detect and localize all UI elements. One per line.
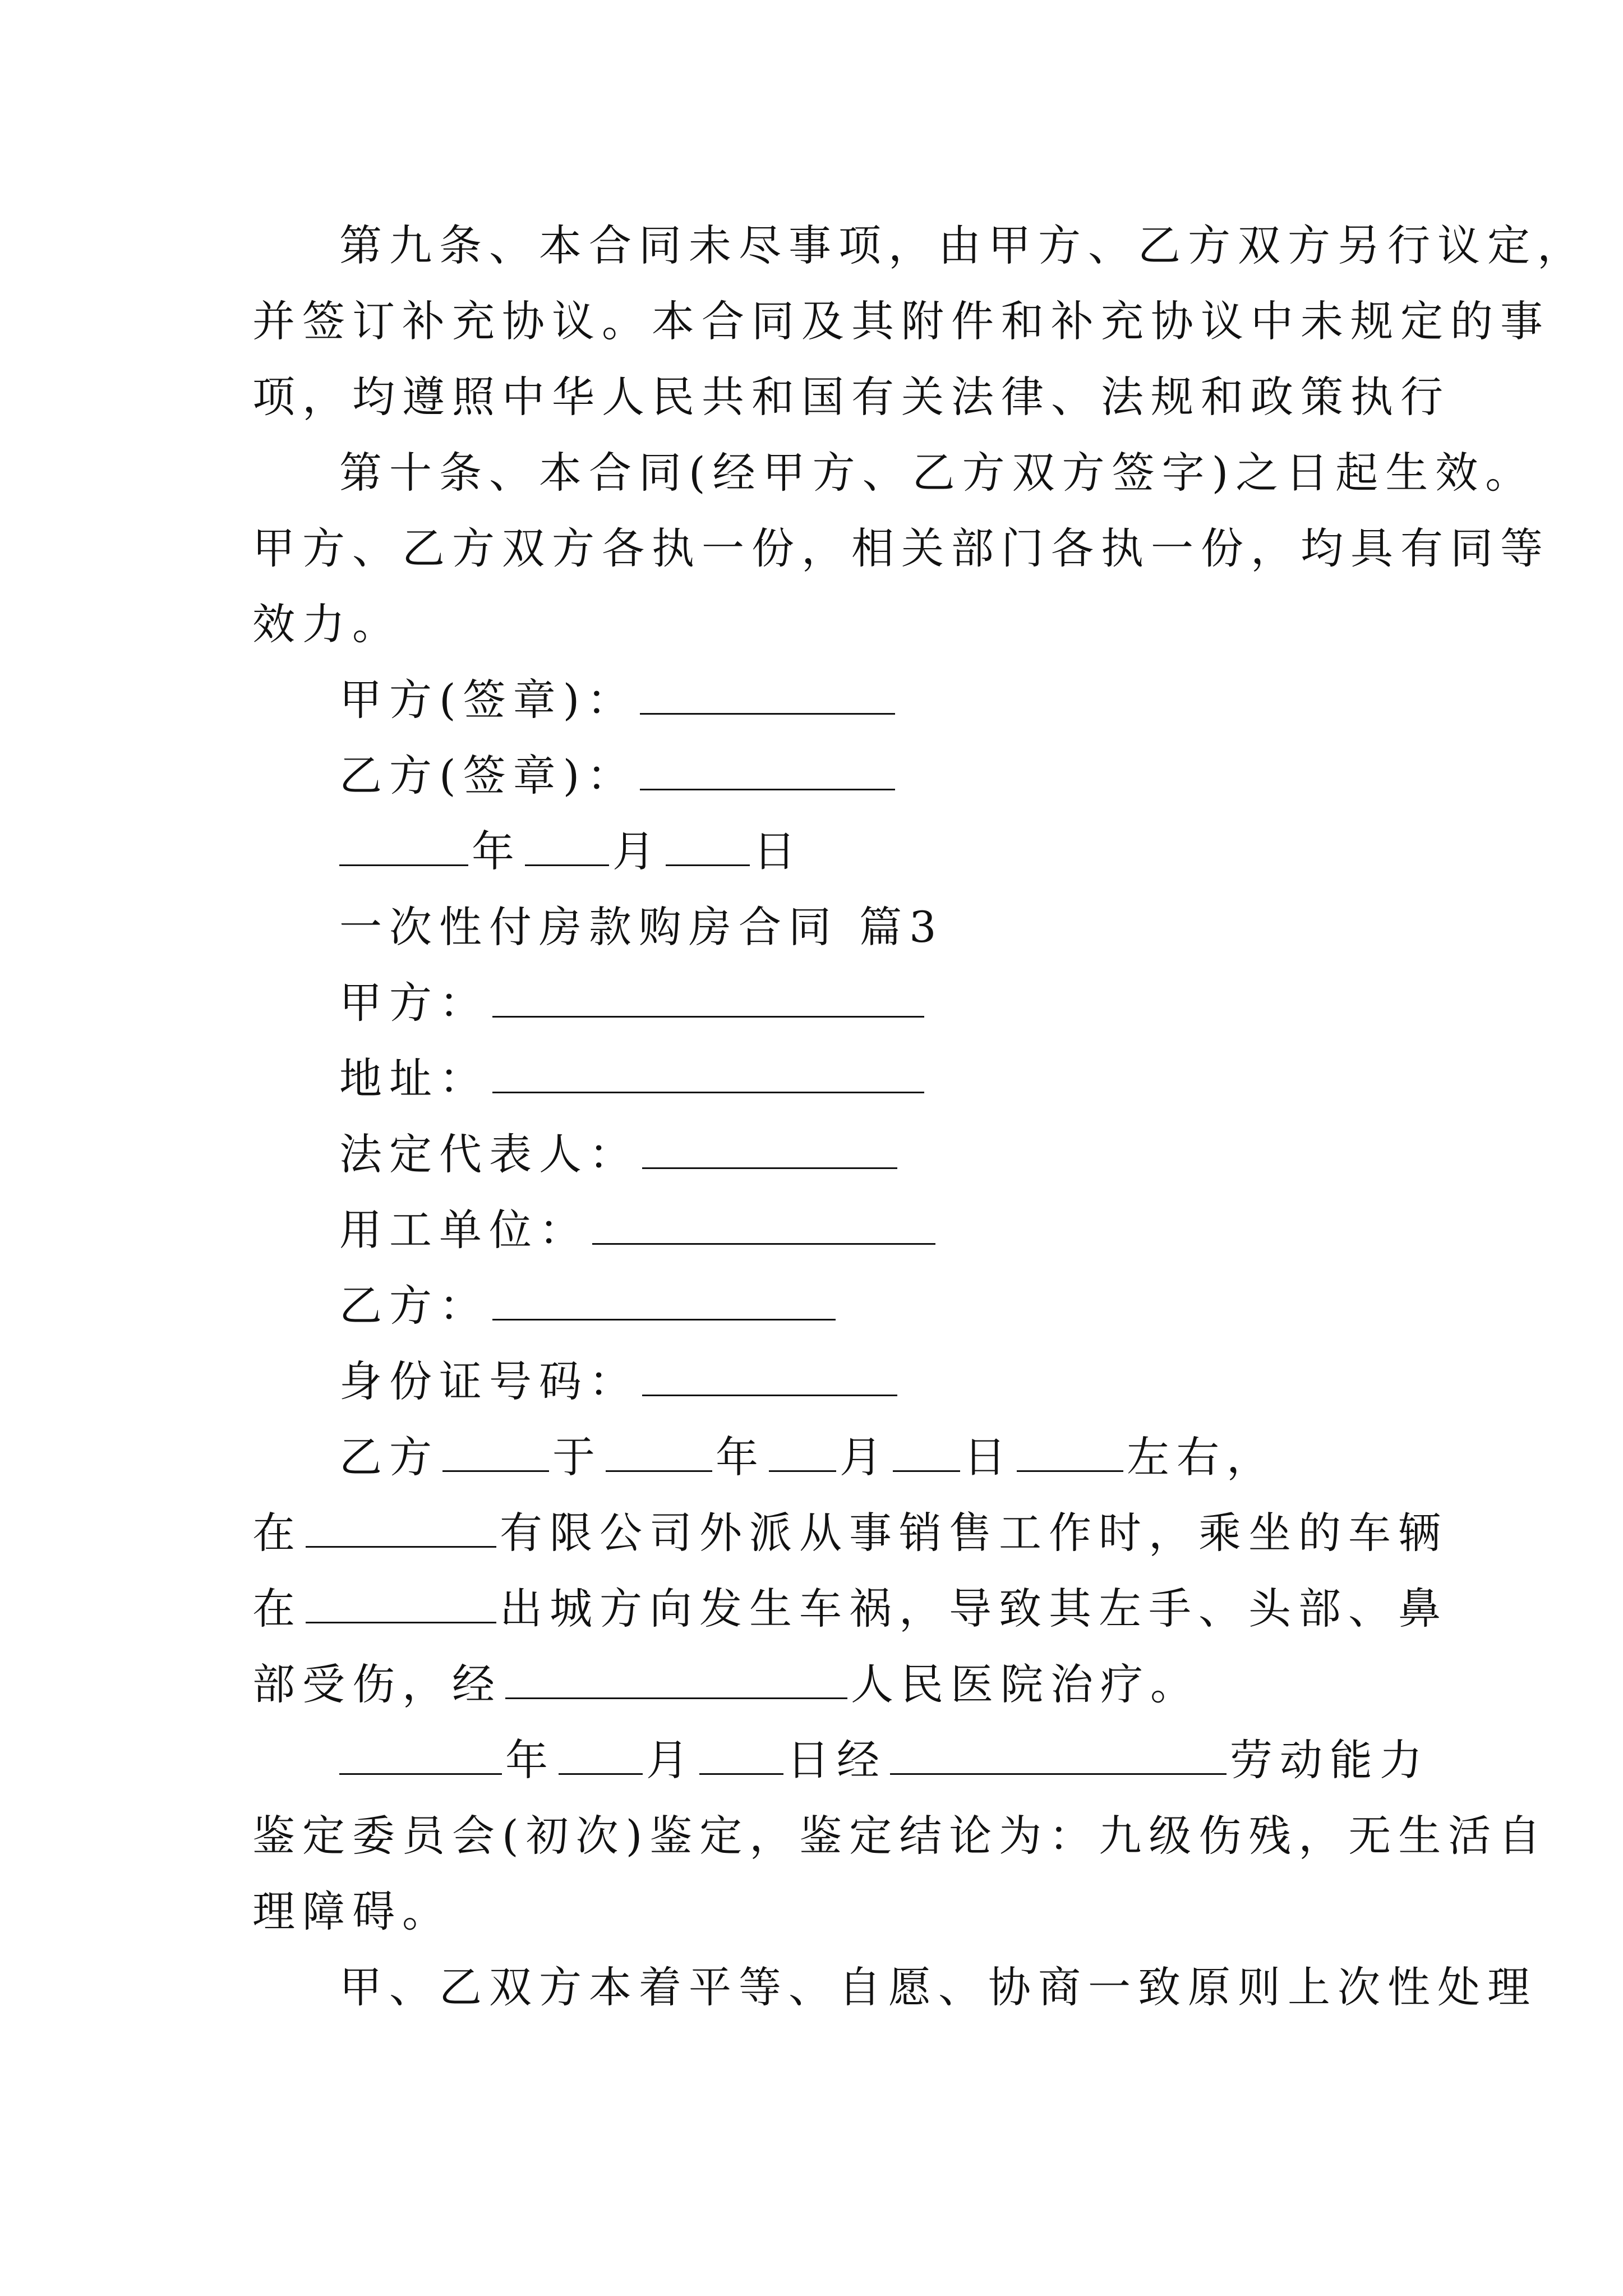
- accident-text: 日: [963, 1432, 1013, 1482]
- accident-line-2: [252, 1505, 1448, 1561]
- year-label: 年: [472, 826, 522, 876]
- accident-text: 有限公司外派从事销售工作时，乘坐的车辆: [500, 1508, 1448, 1558]
- id-number-row: [339, 1354, 1382, 1410]
- accident-text: 出城方向发生车祸，导致其左手、头部、鼻: [500, 1584, 1448, 1634]
- accident-text: 月: [840, 1432, 889, 1482]
- party-a-blank[interactable]: [492, 977, 924, 1018]
- address-blank[interactable]: [492, 1052, 924, 1093]
- day-label: 日: [753, 826, 803, 876]
- appraisal-text: 年: [505, 1735, 555, 1785]
- accident-text: 人民医院治疗。: [851, 1659, 1200, 1709]
- final-paragraph-line-1: 甲、乙双方本着平等、自愿、协商一致原则上次性处理: [339, 1962, 1537, 2012]
- accident-name-blank[interactable]: [442, 1431, 549, 1472]
- accident-text: 于: [552, 1432, 602, 1482]
- contract-3-party-a-row: [339, 975, 1382, 1031]
- contract-3-party-b-row: [339, 1278, 1382, 1334]
- party-b-signature-blank[interactable]: [640, 749, 895, 790]
- accident-text: 左右，: [1127, 1432, 1276, 1482]
- legal-rep-row: [339, 1126, 1382, 1182]
- article-10-line-2: 甲方、乙方双方各执一份，相关部门各执一份，均具有同等: [252, 523, 1550, 573]
- article-10-line-3: 效力。: [252, 599, 402, 649]
- appraisal-line-3: 理障碍。: [252, 1887, 452, 1936]
- accident-line-1: [339, 1429, 1382, 1485]
- year-blank[interactable]: [339, 825, 468, 866]
- appraisal-text: 月: [646, 1735, 696, 1785]
- month-blank[interactable]: [525, 825, 609, 866]
- appraisal-line-1: [339, 1732, 1430, 1788]
- hospital-blank[interactable]: [505, 1658, 847, 1699]
- signature-date-row: [339, 823, 1382, 880]
- appraisal-committee-blank[interactable]: [890, 1734, 1227, 1775]
- legal-rep-blank[interactable]: [642, 1128, 897, 1169]
- appraisal-month-blank[interactable]: [559, 1734, 643, 1775]
- id-number-blank[interactable]: [642, 1355, 897, 1396]
- contract-3-title: 一次性付房款购房合同 篇3: [339, 902, 944, 952]
- accident-text: 部受伤，经: [252, 1659, 502, 1709]
- accident-line-3: [252, 1581, 1448, 1637]
- appraisal-day-blank[interactable]: [699, 1734, 783, 1775]
- appraisal-text: 劳动能力: [1230, 1735, 1430, 1785]
- party-b-blank[interactable]: [492, 1280, 836, 1320]
- accident-time-blank[interactable]: [1017, 1431, 1123, 1472]
- employer-row: [339, 1202, 1382, 1258]
- employer-blank[interactable]: [592, 1204, 935, 1245]
- location-blank[interactable]: [306, 1582, 496, 1623]
- address-label: 地址：: [339, 1053, 489, 1103]
- party-a-signature-blank[interactable]: [640, 674, 895, 715]
- party-a-signature-label: 甲方(签章)：: [339, 675, 637, 725]
- party-b-signature-label: 乙方(签章)：: [339, 751, 637, 800]
- accident-text: 年: [716, 1432, 766, 1482]
- appraisal-year-blank[interactable]: [339, 1734, 502, 1775]
- article-10-line-1: 第十条、本合同(经甲方、乙方双方签字)之日起生效。: [339, 448, 1536, 498]
- accident-day-blank[interactable]: [893, 1431, 960, 1472]
- day-blank[interactable]: [666, 825, 750, 866]
- accident-month-blank[interactable]: [769, 1431, 836, 1472]
- address-row: [339, 1051, 1382, 1107]
- appraisal-text: 日经: [787, 1735, 887, 1785]
- party-a-signature-row: [339, 672, 1382, 728]
- party-b-label: 乙方：: [339, 1281, 489, 1331]
- appraisal-line-2: 鉴定委员会(初次)鉴定，鉴定结论为：九级伤残，无生活自: [252, 1811, 1548, 1861]
- legal-rep-label: 法定代表人：: [339, 1129, 639, 1179]
- article-9-line-3: 项，均遵照中华人民共和国有关法律、法规和政策执行: [252, 372, 1450, 422]
- party-a-label: 甲方：: [339, 978, 489, 1028]
- party-b-signature-row: [339, 748, 1382, 804]
- accident-text: 乙方: [339, 1432, 439, 1482]
- accident-line-4: [252, 1657, 1380, 1713]
- month-label: 月: [612, 826, 662, 876]
- article-9-line-1: 第九条、本合同未尽事项，由甲方、乙方双方另行议定，: [339, 220, 1587, 270]
- accident-year-blank[interactable]: [606, 1431, 712, 1472]
- accident-text: 在: [252, 1508, 302, 1558]
- company-blank[interactable]: [306, 1507, 496, 1548]
- id-number-label: 身份证号码：: [339, 1356, 639, 1406]
- article-9-line-2: 并签订补充协议。本合同及其附件和补充协议中未规定的事: [252, 296, 1550, 346]
- employer-label: 用工单位：: [339, 1205, 589, 1255]
- accident-text: 在: [252, 1584, 302, 1634]
